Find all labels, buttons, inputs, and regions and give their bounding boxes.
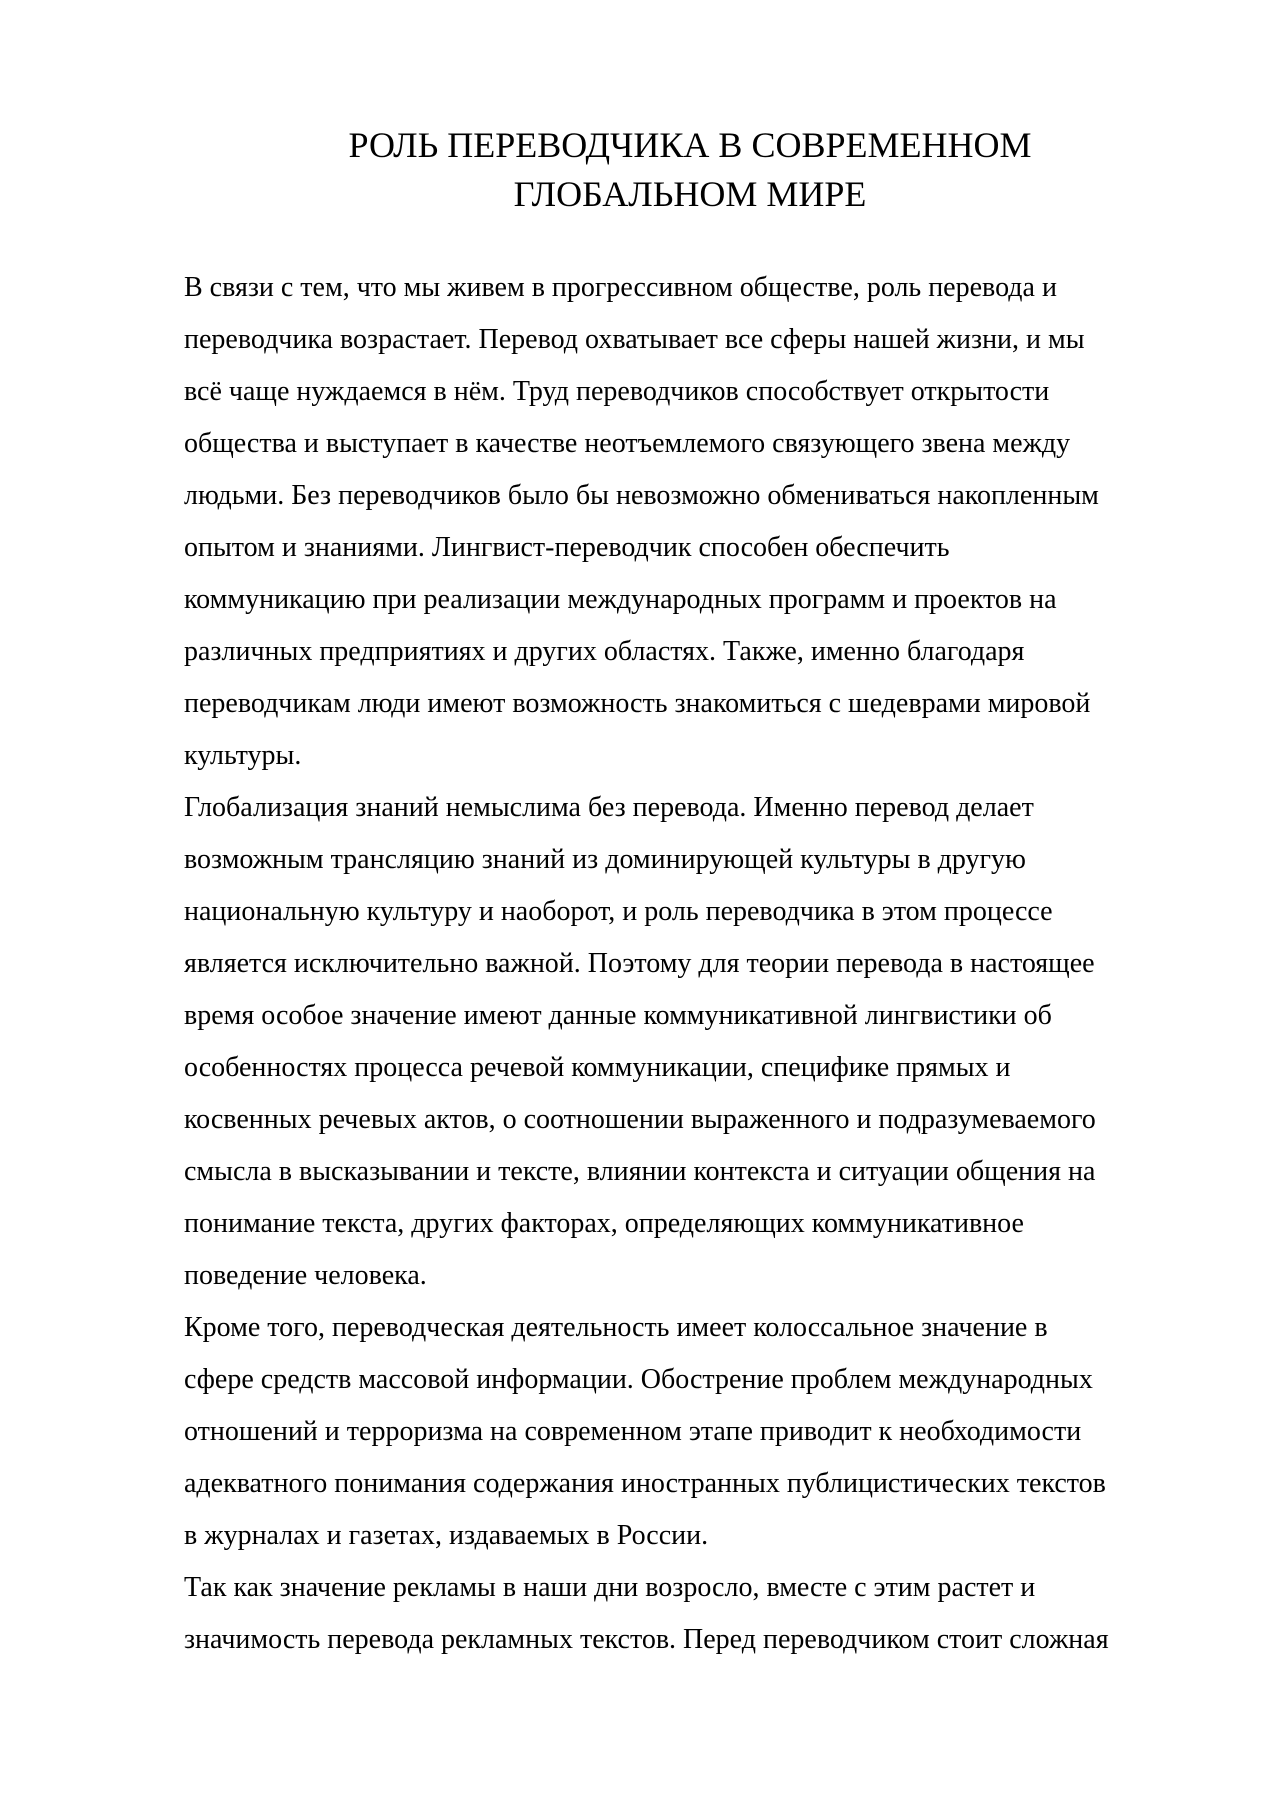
text-line: Так как значение рекламы в наши дни возросло, вместе с этим растет и (184, 1572, 1036, 1603)
text-line: различных предприятиях и других областях. Также, именно благодаря (184, 636, 1025, 667)
document-title (185, 121, 1195, 219)
title-line: РОЛЬ ПЕРЕВОДЧИКА В СОВРЕМЕННОМ (348, 125, 1032, 165)
document-body (184, 262, 1194, 1666)
text-line: опытом и знаниями. Лингвист-переводчик способен обеспечить (184, 532, 950, 563)
text-line: время особое значение имеют данные коммуникативной лингвистики об (184, 1000, 1052, 1031)
text-line: адекватного понимания содержания иностранных публицистических текстов (184, 1468, 1106, 1499)
text-line: особенностях процесса речевой коммуникации, специфике прямых и (184, 1052, 1011, 1083)
text-line: Глобализация знаний немыслима без перевода. Именно перевод делает (184, 792, 1034, 823)
text-line: коммуникацию при реализации международных программ и проектов на (184, 584, 1057, 615)
text-line: отношений и терроризма на современном этапе приводит к необходимости (184, 1416, 1082, 1447)
text-line: культуры. (184, 740, 302, 771)
title-line: ГЛОБАЛЬНОМ МИРЕ (513, 174, 867, 214)
text-line: переводчика возрастает. Перевод охватывает все сферы нашей жизни, и мы (184, 324, 1085, 355)
text-line: значимость перевода рекламных текстов. Перед переводчиком стоит сложная (184, 1624, 1109, 1655)
text-line: людьми. Без переводчиков было бы невозможно обмениваться накопленным (184, 480, 1099, 511)
text-line: В связи с тем, что мы живем в прогрессивном обществе, роль перевода и (184, 272, 1057, 303)
text-line: Кроме того, переводческая деятельность имеет колоссальное значение в (184, 1312, 1048, 1343)
text-line: общества и выступает в качестве неотъемлемого связующего звена между (184, 428, 1071, 459)
text-line: косвенных речевых актов, о соотношении выраженного и подразумеваемого (184, 1104, 1096, 1135)
text-line: возможным трансляцию знаний из доминирующей культуры в другую (184, 844, 1026, 875)
text-line: смысла в высказывании и тексте, влиянии контекста и ситуации общения на (184, 1156, 1096, 1187)
text-line: переводчикам люди имеют возможность знакомиться с шедеврами мировой (184, 688, 1091, 719)
text-line: понимание текста, других факторах, определяющих коммуникативное (184, 1208, 1024, 1239)
text-line: является исключительно важной. Поэтому для теории перевода в настоящее (184, 948, 1095, 979)
text-line: всё чаще нуждаемся в нём. Труд переводчиков способствует открытости (184, 376, 1050, 407)
text-line: сфере средств массовой информации. Обострение проблем международных (184, 1364, 1093, 1395)
text-line: национальную культуру и наоборот, и роль переводчика в этом процессе (184, 896, 1053, 927)
text-line: поведение человека. (184, 1260, 427, 1291)
text-line: в журналах и газетах, издаваемых в России. (184, 1520, 709, 1551)
